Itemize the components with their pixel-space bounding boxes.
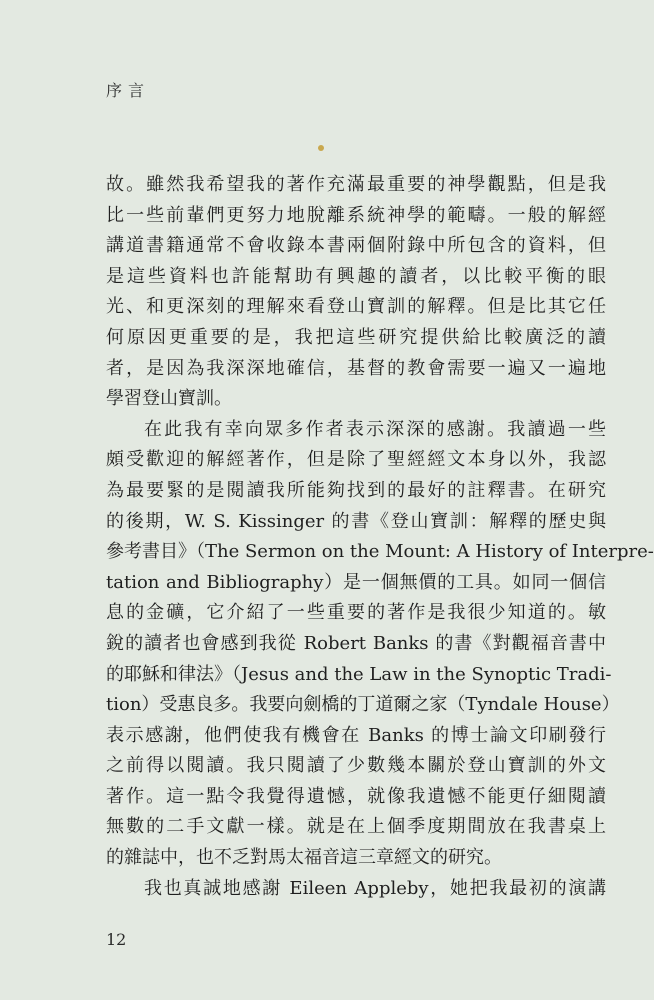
text-line: 講道書籍通常不會收錄本書兩個附錄中所包含的資料，但 bbox=[106, 235, 606, 257]
text-line: 者，是因為我深深地確信，基督的教會需要一遍又一遍地 bbox=[106, 357, 606, 379]
text-line: 頗受歡迎的解經著作，但是除了聖經經文本身以外，我認 bbox=[106, 449, 606, 471]
text-line: 何原因更重要的是，我把這些研究提供給比較廣泛的讀 bbox=[106, 326, 606, 348]
text-line: 為最要緊的是閱讀我所能夠找到的最好的註釋書。在研究 bbox=[106, 479, 606, 501]
text-line: 息的金礦，它介紹了一些重要的著作是我很少知道的。敏 bbox=[106, 602, 606, 624]
text-line: tion）受惠良多。我要向劍橋的丁道爾之家（Tyndale House） bbox=[106, 694, 620, 716]
text-line: 故。雖然我希望我的著作充滿最重要的神學觀點，但是我 bbox=[106, 174, 606, 195]
text-line: 的後期，W. S. Kissinger 的書《登山寶訓：解釋的歷史與 bbox=[106, 510, 606, 532]
text-line: 的雜誌中，也不乏對馬太福音這三章經文的研究。 bbox=[106, 847, 502, 869]
text-line: 我也真誠地感謝 Eileen Appleby，她把我最初的演講 bbox=[144, 877, 606, 899]
text-line: 光、和更深刻的理解來看登山寶訓的解釋。但是比其它任 bbox=[106, 296, 606, 318]
text-line: tation and Bibliography）是一個無價的工具。如同一個信 bbox=[106, 571, 606, 593]
text-line: 的耶穌和律法》（Jesus and the Law in the Synoptic Tradi- bbox=[106, 663, 612, 685]
page-number: 12 bbox=[106, 930, 127, 949]
text-line: 著作。這一點令我覺得遺憾，就像我遺憾不能更仔細閱讀 bbox=[106, 785, 606, 807]
text-line: 是這些資料也許能幫助有興趣的讀者，以比較平衡的眼 bbox=[106, 265, 606, 287]
text-line: 參考書目》（The Sermon on the Mount: A History of Interpre- bbox=[106, 541, 654, 563]
ornament-dot bbox=[318, 145, 324, 151]
text-line: 之前得以閱讀。我只閱讀了少數幾本關於登山寶訓的外文 bbox=[106, 755, 606, 777]
body-text bbox=[106, 170, 654, 904]
text-line: 無數的二手文獻一樣。就是在上個季度期間放在我書桌上 bbox=[106, 816, 606, 838]
text-line: 學習登山寶訓。 bbox=[106, 388, 232, 410]
text-line: 比一些前輩們更努力地脫離系統神學的範疇。一般的解經 bbox=[106, 204, 606, 226]
text-line: 表示感謝，他們使我有機會在 Banks 的博士論文印刷發行 bbox=[106, 724, 606, 746]
text-line: 銳的讀者也會感到我從 Robert Banks 的書《對觀福音書中 bbox=[106, 632, 606, 654]
running-head: 序言 bbox=[106, 81, 151, 100]
text-line: 在此我有幸向眾多作者表示深深的感謝。我讀過一些 bbox=[144, 418, 606, 440]
